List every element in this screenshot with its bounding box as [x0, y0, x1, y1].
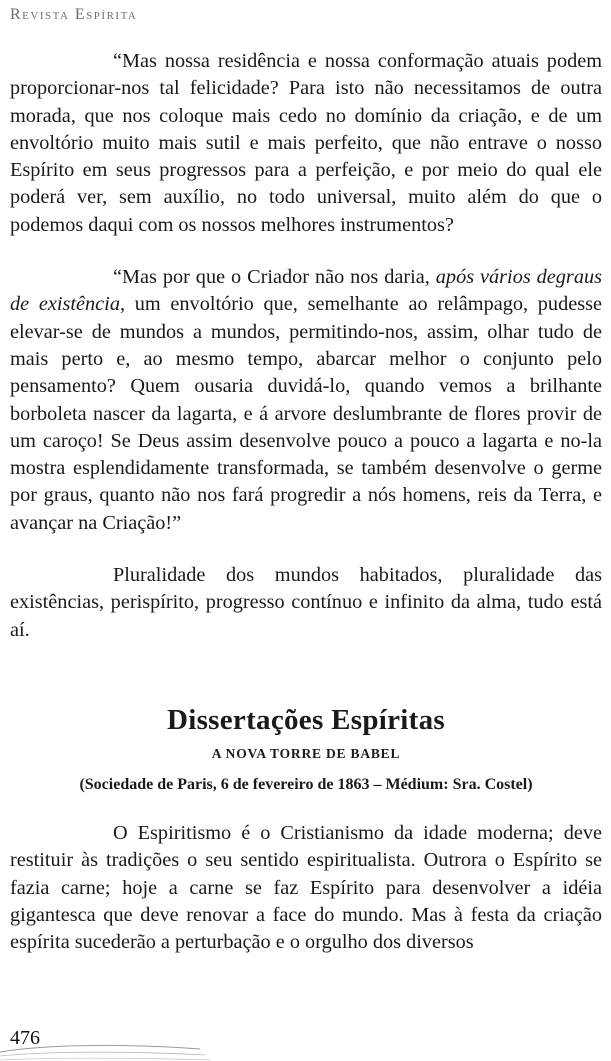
section-subtitle: A NOVA TORRE DE BABEL — [211, 745, 401, 761]
paragraph-2-end: , um envoltório que, semelhante ao relâmpago, pudesse elevar-se de mundos a mundos, permitindo-nos, assim, olhar tudo de mais perto e, ao mesmo tempo, abarcar melhor o conjunto pelo pensamento? Quem ousaria duvidá-lo, quando vemos a brilhante borboleta nascer da lagarta, e á arvore deslumbrante de flores provir de um caroço! Se Deus assim desenvolve pouco a pouco a lagarta e no-la mostra esplendidamente transformada, se também desenvolve o germe por graus, quanto não nos fará progredir a nós homens, reis da Terra, e avançar na Criação!” — [10, 293, 602, 534]
section-title: Dissertações Espíritas — [166, 703, 446, 736]
running-header: Revista Espírita — [10, 6, 138, 23]
paragraph-1: “Mas nossa residência e nossa conformação atuais podem proporcionar-nos tal felicidade? Para isto não necessitamos de outra morada, que nos coloque mais cedo no domínio da criação, e de um envoltório muito mais sutil e mais perfeito, que não entrave o nosso Espírito em seus progressos para a perfeição, e por meio do qual ele poderá ver, sem auxílio, no todo universal, muito além do que o podemos daqui com os nossos melhores instrumentos? — [10, 50, 602, 236]
paragraph-3: Pluralidade dos mundos habitados, pluralidade das existências, perispírito, progresso contínuo e infinito da alma, tudo está aí. — [10, 564, 602, 641]
paragraph-2 — [10, 264, 602, 537]
page-number: 476 — [10, 1027, 40, 1049]
page-footer — [0, 1021, 240, 1061]
page-body — [10, 48, 602, 981]
section-body-paragraph: O Espiritismo é o Cristianismo da idade moderna; deve restituir às tradições o seu sentido espiritualista. Outrora o Espírito se fazia carne; hoje a carne se faz Espírito para desenvolver a idéia gigantesca que deve renovar a face do mundo. Mas à festa da criação espírita sucederão a perturbação e o orgulho dos diversos — [10, 821, 602, 954]
paragraph-2-start: “Mas por que o Criador não nos daria, — [113, 266, 436, 289]
paragraph-2-italic: após vários degraus de existência — [10, 266, 602, 316]
section-meta: (Sociedade de Paris, 6 de fevereiro de 1863 – Médium: Sra. Costel) — [79, 775, 533, 793]
